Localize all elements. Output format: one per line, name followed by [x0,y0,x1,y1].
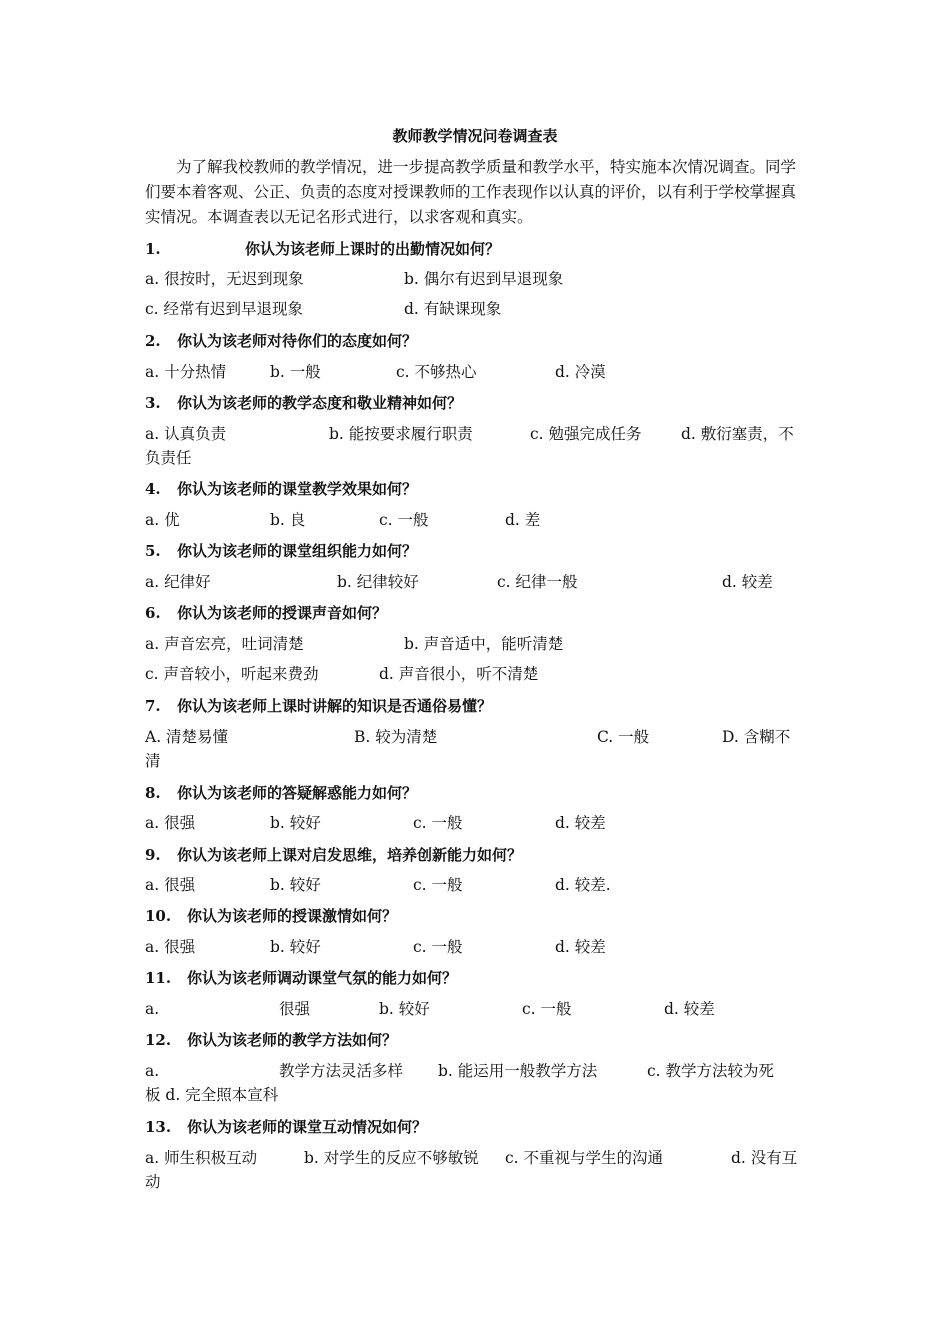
option-2d[interactable]: d. 冷漠 [555,363,606,381]
option-6b[interactable]: b. 声音适中，能听清楚 [404,635,564,653]
question-text: 你认为该老师的课堂组织能力如何？ [177,542,418,560]
question-11 [145,967,457,989]
option-7a[interactable]: A. 清楚易懂 [145,728,229,746]
option-3b[interactable]: b. 能按要求履行职责 [329,425,473,443]
question-12 [145,1029,397,1051]
option-2a[interactable]: a. 十分热情 [145,363,227,381]
question-13 [145,1116,427,1138]
option-9a[interactable]: a. 很强 [145,876,196,894]
option-4d[interactable]: d. 差 [505,511,541,529]
option-12a-label[interactable]: a. [145,1062,160,1080]
option-6c[interactable]: c. 声音较小，听起来费劲 [145,665,319,683]
option-11c[interactable]: c. 一般 [522,1000,572,1018]
option-9d[interactable]: d. 较差. [555,876,611,894]
question-text: 你认为该老师的授课声音如何？ [177,604,388,622]
option-9c[interactable]: c. 一般 [413,876,463,894]
option-12-wrap[interactable]: 板 d. 完全照本宣科 [145,1086,279,1104]
question-6 [145,602,387,624]
option-10c[interactable]: c. 一般 [413,938,463,956]
option-11a-label[interactable]: a. [145,1000,160,1018]
option-5d[interactable]: d. 较差 [722,573,773,591]
option-4a[interactable]: a. 优 [145,511,180,529]
option-3d-wrap: 负责任 [145,449,192,467]
question-10 [145,905,397,927]
option-11b[interactable]: b. 较好 [379,1000,430,1018]
option-5b[interactable]: b. 纪律较好 [337,573,419,591]
question-number: 4. [145,480,161,498]
option-2c[interactable]: c. 不够热心 [396,363,477,381]
question-number: 3. [145,394,161,412]
option-7d[interactable]: D. 含糊不 [722,728,791,746]
question-number: 2. [145,332,161,350]
question-number: 11. [145,969,172,987]
question-text: 你认为该老师的教学方法如何？ [187,1031,398,1049]
question-text: 你认为该老师的答疑解惑能力如何？ [177,784,418,802]
option-12a[interactable]: 教学方法灵活多样 [279,1062,404,1080]
question-text: 你认为该老师上课时的出勤情况如何？ [245,240,501,258]
option-13d[interactable]: d. 没有互 [731,1149,798,1167]
option-6a[interactable]: a. 声音宏亮，吐词清楚 [145,635,304,653]
option-7c[interactable]: C. 一般 [597,728,650,746]
question-text: 你认为该老师上课对启发思维，培养创新能力如何？ [177,846,523,864]
question-8 [145,782,417,804]
question-text: 你认为该老师对待你们的态度如何？ [177,332,418,350]
option-3c[interactable]: c. 勉强完成任务 [530,425,642,443]
option-10d[interactable]: d. 较差 [555,938,606,956]
document-title: 教师教学情况问卷调查表 [392,127,558,145]
question-4 [145,478,417,500]
question-2 [145,330,417,352]
option-7d-wrap: 清 [145,752,161,770]
option-4c[interactable]: c. 一般 [379,511,429,529]
option-10a[interactable]: a. 很强 [145,938,196,956]
question-number: 13. [145,1118,172,1136]
option-5c[interactable]: c. 纪律一般 [497,573,578,591]
question-7 [145,695,492,717]
option-2b[interactable]: b. 一般 [270,363,321,381]
option-12b[interactable]: b. 能运用一般教学方法 [438,1062,598,1080]
option-8c[interactable]: c. 一般 [413,814,463,832]
option-11a[interactable]: 很强 [279,1000,311,1018]
option-12c[interactable]: c. 教学方法较为死 [647,1062,775,1080]
option-8a[interactable]: a. 很强 [145,814,196,832]
question-number: 6. [145,604,161,622]
question-number: 12. [145,1031,172,1049]
option-6d[interactable]: d. 声音很小，听不清楚 [379,665,539,683]
question-number: 10. [145,907,172,925]
question-number: 9. [145,846,161,864]
question-9 [145,844,522,866]
option-3d[interactable]: d. 敷衍塞责，不 [681,425,794,443]
option-7b[interactable]: B. 较为清楚 [354,728,438,746]
option-9b[interactable]: b. 较好 [270,876,321,894]
question-3 [145,392,462,414]
option-3a[interactable]: a. 认真负责 [145,425,227,443]
option-13b[interactable]: b. 对学生的反应不够敏锐 [304,1149,479,1167]
question-number: 8. [145,784,161,802]
question-number: 7. [145,697,161,715]
question-text: 你认为该老师的课堂互动情况如何？ [187,1118,428,1136]
question-1 [145,238,500,260]
option-1b[interactable]: b. 偶尔有迟到早退现象 [404,270,564,288]
option-8d[interactable]: d. 较差 [555,814,606,832]
question-text: 你认为该老师的课堂教学效果如何？ [177,480,418,498]
option-1a[interactable]: a. 很按时，无迟到现象 [145,270,304,288]
option-1d[interactable]: d. 有缺课现象 [404,300,502,318]
question-text: 你认为该老师上课时讲解的知识是否通俗易懂？ [177,697,493,715]
option-13d-wrap: 动 [145,1173,161,1191]
intro-paragraph: 为了解我校教师的教学情况，进一步提高教学质量和教学水平，特实施本次情况调查。同学们要本着客观、公正、负责的态度对授课教师的工作表现作以认真的评价，以有利于学校掌握真实情况。本调查表以无记名形式进行，以求客观和真实。 [145,158,797,226]
option-1c[interactable]: c. 经常有迟到早退现象 [145,300,304,318]
option-4b[interactable]: b. 良 [270,511,306,529]
question-number: 5. [145,542,161,560]
question-number: 1. [145,240,161,258]
question-text: 你认为该老师的教学态度和敬业精神如何？ [177,394,463,412]
question-text: 你认为该老师调动课堂气氛的能力如何？ [187,969,458,987]
question-5 [145,540,417,562]
option-8b[interactable]: b. 较好 [270,814,321,832]
option-11d[interactable]: d. 较差 [664,1000,715,1018]
option-5a[interactable]: a. 纪律好 [145,573,211,591]
question-text: 你认为该老师的授课激情如何？ [187,907,398,925]
option-10b[interactable]: b. 较好 [270,938,321,956]
option-13c[interactable]: c. 不重视与学生的沟通 [505,1149,664,1167]
option-13a[interactable]: a. 师生积极互动 [145,1149,258,1167]
